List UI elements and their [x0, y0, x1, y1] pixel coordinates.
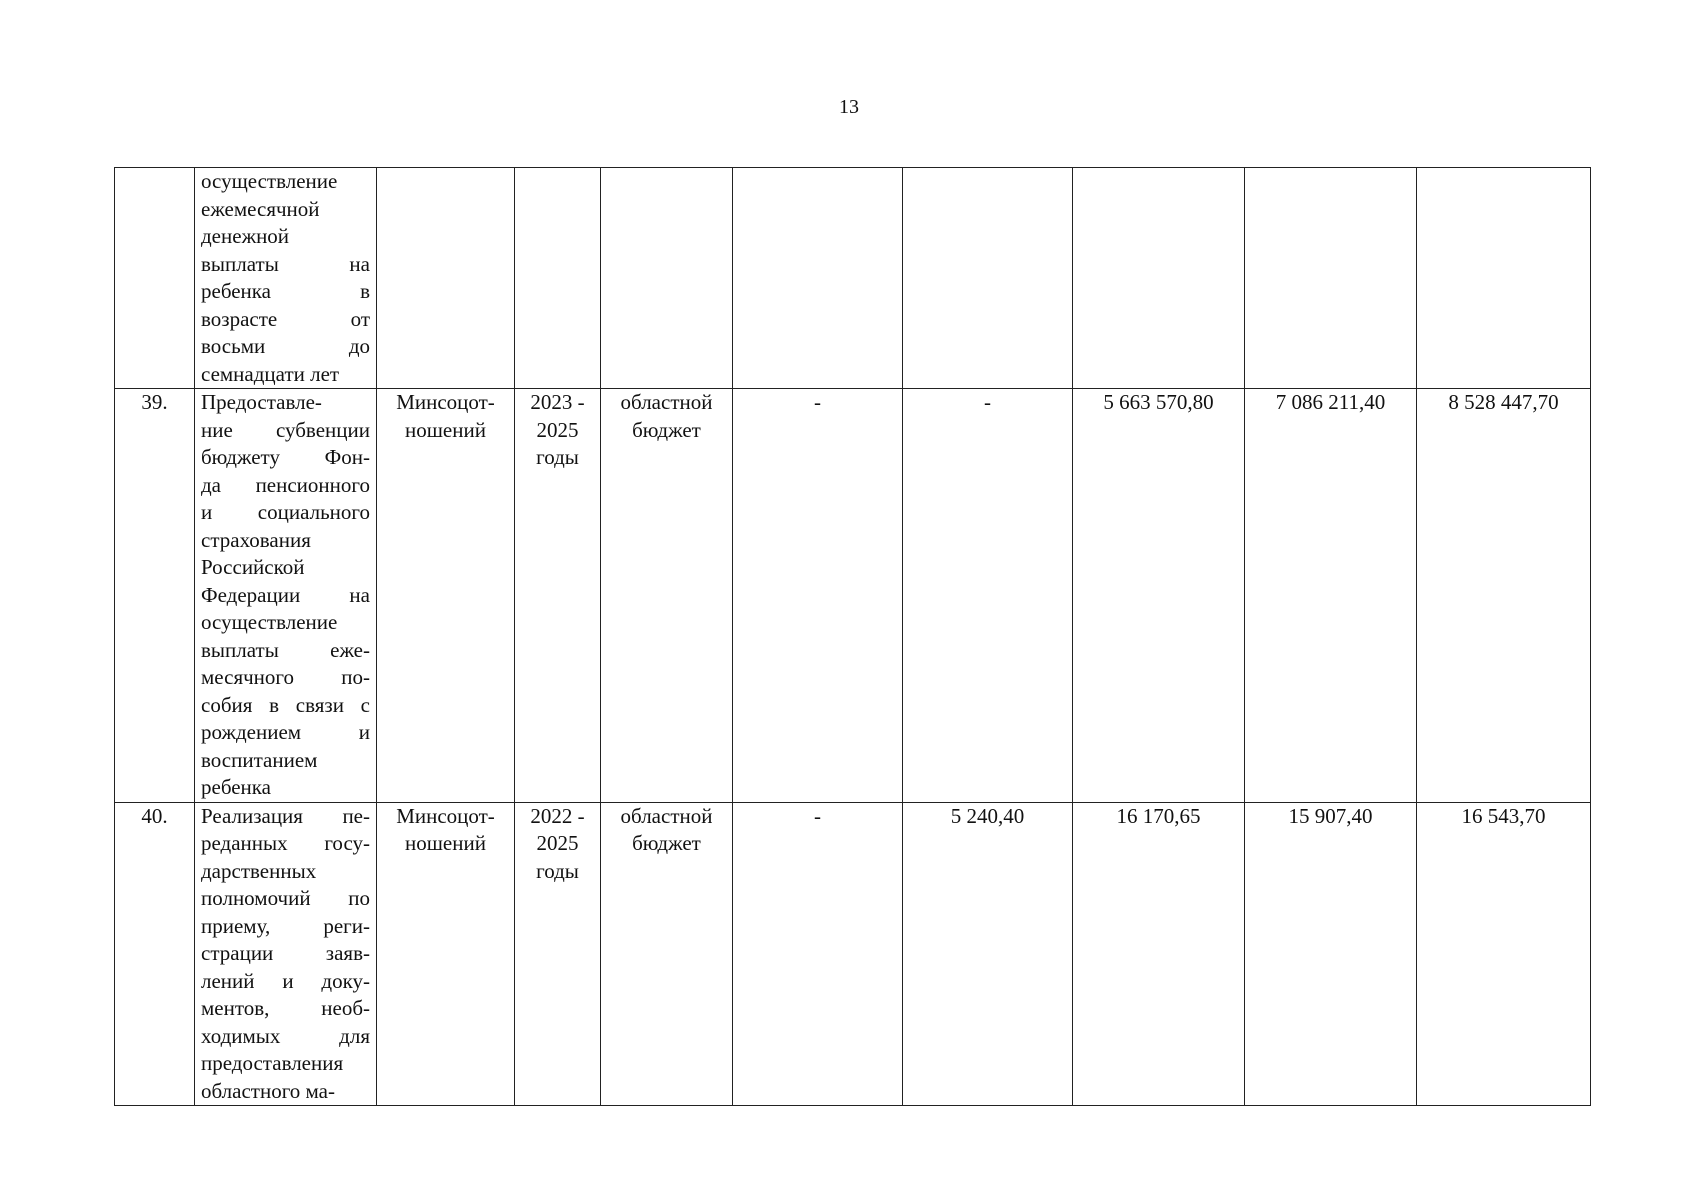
measure-name-line: лений и доку- — [201, 968, 370, 993]
measure-name-line: Предоставле- — [201, 390, 322, 414]
executor-line: Минсоцот- — [396, 803, 495, 828]
amount-year-1: - — [733, 802, 903, 1106]
executor-line: Минсоцот- — [396, 390, 495, 414]
measure-name-line: ребенка — [201, 775, 271, 799]
executor — [377, 168, 515, 389]
amount-year-2: - — [903, 389, 1073, 803]
measure-name-line: Российской — [201, 555, 305, 579]
period — [515, 168, 601, 389]
funding-source — [601, 168, 733, 389]
measure-name-line: страхования — [201, 527, 311, 552]
amount-year-5: 8 528 447,70 — [1417, 389, 1591, 803]
measure-name-line: месячного по- — [201, 665, 370, 689]
period-line: 2023 - — [530, 390, 585, 414]
measure-name-line: выплаты еже- — [201, 637, 370, 662]
row-number: 40. — [115, 802, 195, 1106]
measure-name-line: ментов, необ- — [201, 996, 370, 1020]
measure-name-line: собия в связи с — [201, 692, 370, 717]
measure-name-line: бюджету Фон- — [201, 445, 370, 469]
funding-source-line: бюджет — [632, 831, 701, 855]
executor — [377, 389, 515, 803]
period-line: 2025 — [536, 417, 579, 442]
funding-source — [601, 802, 733, 1106]
measure-name-line: ходимых для — [201, 1023, 370, 1048]
table-row — [115, 802, 1591, 1106]
measure-name-line: и социального — [201, 500, 370, 524]
amount-year-4: 7 086 211,40 — [1245, 389, 1417, 803]
measure-name-line: выплаты на — [201, 251, 370, 276]
measure-name-line: Реализация пе- — [201, 803, 370, 828]
measure-name-line: восьми до — [201, 334, 370, 358]
funding-source-line: областной — [620, 390, 713, 414]
amount-year-1 — [733, 168, 903, 389]
executor-line: ношений — [405, 831, 486, 855]
row-number — [115, 168, 195, 389]
page-number: 13 — [839, 96, 859, 118]
amount-year-3: 5 663 570,80 — [1073, 389, 1245, 803]
measure-name-line: ежемесячной — [201, 196, 320, 221]
amount-year-5 — [1417, 168, 1591, 389]
measure-name-line: дарственных — [201, 858, 317, 883]
period-line: 2025 — [536, 831, 579, 855]
amount-year-2 — [903, 168, 1073, 389]
table-row — [115, 168, 1591, 389]
amount-year-4 — [1245, 168, 1417, 389]
period-line: годы — [536, 858, 579, 883]
amount-year-5: 16 543,70 — [1417, 802, 1591, 1106]
measure-name — [195, 389, 377, 803]
funding-source-line: областной — [620, 803, 713, 828]
measure-name-line: приему, реги- — [201, 913, 370, 938]
measure-name-line: страции заяв- — [201, 941, 370, 965]
amount-year-1: - — [733, 389, 903, 803]
measure-name-line: полномочий по — [201, 886, 370, 910]
measure-name-line: Федерации на — [201, 582, 370, 607]
period-line: годы — [536, 445, 579, 469]
measure-name-line: областного ма- — [201, 1078, 335, 1103]
measure-name-line: семнадцати лет — [201, 361, 340, 386]
period — [515, 389, 601, 803]
measure-name-line: воспитанием — [201, 747, 318, 772]
budget-table — [114, 167, 1591, 1106]
measure-name-line: да пенсионного — [201, 472, 370, 497]
period — [515, 802, 601, 1106]
executor-line: ношений — [405, 417, 486, 442]
period-line: 2022 - — [530, 803, 585, 828]
funding-source-line: бюджет — [632, 417, 701, 442]
measure-name — [195, 802, 377, 1106]
measure-name-line: осуществление — [201, 610, 338, 634]
amount-year-2: 5 240,40 — [903, 802, 1073, 1106]
measure-name-line: возрасте от — [201, 306, 370, 331]
amount-year-3 — [1073, 168, 1245, 389]
measure-name-line: ние субвенции — [201, 417, 370, 442]
measure-name-line: осуществление — [201, 169, 338, 193]
measure-name — [195, 168, 377, 389]
executor — [377, 802, 515, 1106]
amount-year-4: 15 907,40 — [1245, 802, 1417, 1106]
table-row — [115, 389, 1591, 803]
measure-name-line: реданных госу- — [201, 831, 370, 855]
measure-name-line: денежной — [201, 224, 290, 248]
amount-year-3: 16 170,65 — [1073, 802, 1245, 1106]
row-number: 39. — [115, 389, 195, 803]
funding-source — [601, 389, 733, 803]
measure-name-line: предоставления — [201, 1051, 344, 1075]
measure-name-line: ребенка в — [201, 279, 370, 303]
measure-name-line: рождением и — [201, 720, 370, 744]
